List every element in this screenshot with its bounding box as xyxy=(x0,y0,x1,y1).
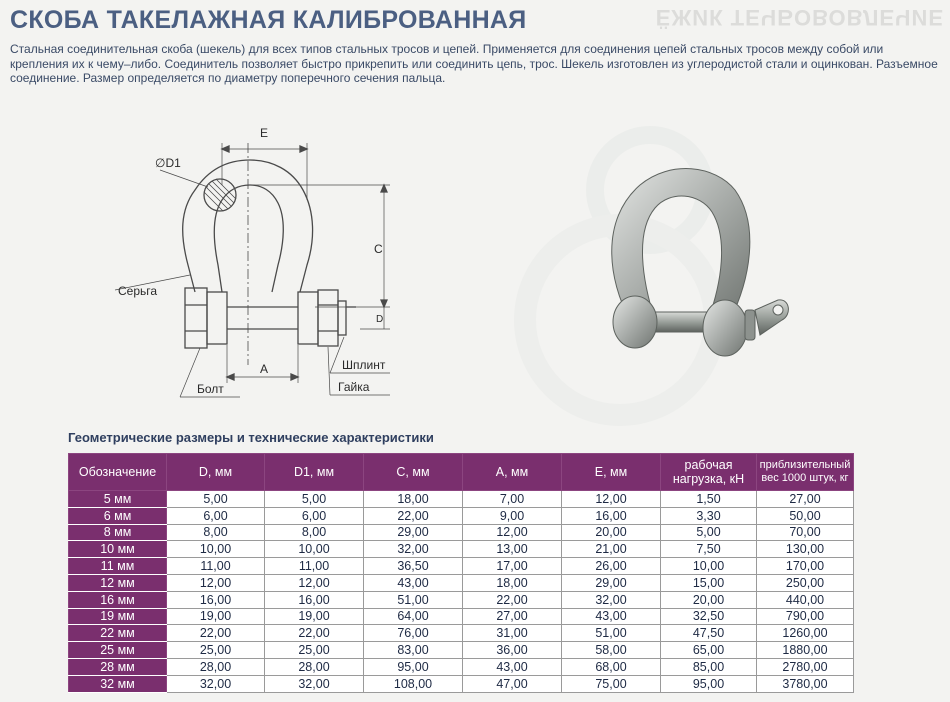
table-cell: 16,00 xyxy=(265,591,364,608)
table-row xyxy=(69,658,854,675)
table-cell: 29,00 xyxy=(364,524,463,541)
table-cell: 1,50 xyxy=(661,491,757,508)
table-cell: 2780,00 xyxy=(757,658,854,675)
designation-cell: 32 мм xyxy=(69,675,167,692)
table-cell: 130,00 xyxy=(757,541,854,558)
table-cell: 6,00 xyxy=(265,507,364,524)
table-cell: 1880,00 xyxy=(757,642,854,659)
table-cell: 26,00 xyxy=(562,558,661,575)
table-row xyxy=(69,491,854,508)
table-row xyxy=(69,642,854,659)
table-row xyxy=(69,541,854,558)
table-cell: 21,00 xyxy=(562,541,661,558)
table-cell: 27,00 xyxy=(757,491,854,508)
table-cell: 28,00 xyxy=(167,658,265,675)
table-header-row xyxy=(69,454,854,491)
table-cell: 36,50 xyxy=(364,558,463,575)
column-header: С, мм xyxy=(364,454,463,491)
designation-cell: 28 мм xyxy=(69,658,167,675)
column-header: D, мм xyxy=(167,454,265,491)
table-cell: 47,50 xyxy=(661,625,757,642)
label-ear: Серьга xyxy=(118,284,158,298)
table-cell: 10,00 xyxy=(661,558,757,575)
table-cell: 3,30 xyxy=(661,507,757,524)
table-cell: 75,00 xyxy=(562,675,661,692)
column-header: Обозначение xyxy=(69,454,167,491)
table-cell: 19,00 xyxy=(167,608,265,625)
table-cell: 1260,00 xyxy=(757,625,854,642)
table-cell: 250,00 xyxy=(757,574,854,591)
designation-cell: 8 мм xyxy=(69,524,167,541)
table-cell: 790,00 xyxy=(757,608,854,625)
table-cell: 20,00 xyxy=(562,524,661,541)
table-cell: 58,00 xyxy=(562,642,661,659)
designation-cell: 19 мм xyxy=(69,608,167,625)
table-body xyxy=(69,491,854,693)
table-cell: 22,00 xyxy=(265,625,364,642)
shackle-bow-inner xyxy=(214,185,283,292)
table-cell: 12,00 xyxy=(463,524,562,541)
table-cell: 18,00 xyxy=(463,574,562,591)
column-header: приблизительный вес 1000 штук, кг xyxy=(757,454,854,491)
table-row xyxy=(69,507,854,524)
table-cell: 85,00 xyxy=(661,658,757,675)
shackle-technical-drawing xyxy=(100,115,430,405)
table-cell: 5,00 xyxy=(265,491,364,508)
table-cell: 11,00 xyxy=(167,558,265,575)
table-cell: 64,00 xyxy=(364,608,463,625)
column-header: Е, мм xyxy=(562,454,661,491)
table-cell: 8,00 xyxy=(167,524,265,541)
table-cell: 65,00 xyxy=(661,642,757,659)
table-cell: 28,00 xyxy=(265,658,364,675)
table-cell: 95,00 xyxy=(364,658,463,675)
table-cell: 43,00 xyxy=(364,574,463,591)
designation-cell: 11 мм xyxy=(69,558,167,575)
table-cell: 11,00 xyxy=(265,558,364,575)
table-cell: 3780,00 xyxy=(757,675,854,692)
table-cell: 18,00 xyxy=(364,491,463,508)
column-header: А, мм xyxy=(463,454,562,491)
label-nut: Гайка xyxy=(338,380,370,394)
table-cell: 440,00 xyxy=(757,591,854,608)
table-cell: 32,00 xyxy=(167,675,265,692)
cotter-pin xyxy=(338,301,346,335)
specifications-table xyxy=(68,453,854,693)
column-header: D1, мм xyxy=(265,454,364,491)
table-cell: 170,00 xyxy=(757,558,854,575)
table-cell: 51,00 xyxy=(562,625,661,642)
table-cell: 8,00 xyxy=(265,524,364,541)
table-row xyxy=(69,524,854,541)
table-cell: 17,00 xyxy=(463,558,562,575)
table-cell: 32,00 xyxy=(265,675,364,692)
table-cell: 108,00 xyxy=(364,675,463,692)
table-cell: 10,00 xyxy=(167,541,265,558)
table-cell: 50,00 xyxy=(757,507,854,524)
table-cell: 5,00 xyxy=(661,524,757,541)
table-cell: 25,00 xyxy=(265,642,364,659)
table-row xyxy=(69,675,854,692)
table-cell: 5,00 xyxy=(167,491,265,508)
label-cotter-pin: Шплинт xyxy=(342,358,386,372)
label-c: C xyxy=(374,242,383,256)
table-cell: 12,00 xyxy=(562,491,661,508)
table-cell: 6,00 xyxy=(167,507,265,524)
label-a: A xyxy=(260,362,269,376)
table-cell: 9,00 xyxy=(463,507,562,524)
table-cell: 12,00 xyxy=(265,574,364,591)
nut xyxy=(318,290,338,346)
table-row xyxy=(69,608,854,625)
table-cell: 7,50 xyxy=(661,541,757,558)
label-bolt: Болт xyxy=(197,382,224,396)
table-cell: 10,00 xyxy=(265,541,364,558)
column-header: рабочая нагрузка, кН xyxy=(661,454,757,491)
bolt-head xyxy=(185,288,207,348)
table-cell: 12,00 xyxy=(167,574,265,591)
table-cell: 13,00 xyxy=(463,541,562,558)
table-row xyxy=(69,625,854,642)
designation-cell: 16 мм xyxy=(69,591,167,608)
table-cell: 22,00 xyxy=(364,507,463,524)
page-title: СКОБА ТАКЕЛАЖНАЯ КАЛИБРОВАННАЯ xyxy=(10,6,527,34)
table-cell: 32,00 xyxy=(562,591,661,608)
label-e: E xyxy=(260,126,269,140)
table-cell: 16,00 xyxy=(167,591,265,608)
table-cell: 47,00 xyxy=(463,675,562,692)
table-title: Геометрические размеры и технические характеристики xyxy=(68,430,434,445)
table-row xyxy=(69,591,854,608)
label-d: D xyxy=(376,314,384,325)
table-row xyxy=(69,558,854,575)
table-cell: 95,00 xyxy=(661,675,757,692)
label-d1: ∅D1 xyxy=(155,156,181,170)
designation-cell: 10 мм xyxy=(69,541,167,558)
table-cell: 32,50 xyxy=(661,608,757,625)
table-cell: 43,00 xyxy=(562,608,661,625)
table-cell: 22,00 xyxy=(463,591,562,608)
table-cell: 15,00 xyxy=(661,574,757,591)
table-cell: 19,00 xyxy=(265,608,364,625)
table-cell: 16,00 xyxy=(562,507,661,524)
table-cell: 68,00 xyxy=(562,658,661,675)
table-cell: 51,00 xyxy=(364,591,463,608)
designation-cell: 5 мм xyxy=(69,491,167,508)
table-cell: 83,00 xyxy=(364,642,463,659)
table-cell: 76,00 xyxy=(364,625,463,642)
table-cell: 36,00 xyxy=(463,642,562,659)
designation-cell: 22 мм xyxy=(69,625,167,642)
designation-cell: 6 мм xyxy=(69,507,167,524)
table-cell: 25,00 xyxy=(167,642,265,659)
product-description: Стальная соединительная скоба (шекель) для всех типов стальных тросов и цепей. Применяется для соединения цепей стальных тросов между собой или крепления их к чему–либо. Соединитель позволяет быстро прикрепить или соединить цепь, трос. Шекель изготовлен из углеродистой стали и оцинкован. Разъемное соединение. Размер определяется по диаметру поперечного сечения пальца. xyxy=(10,42,938,85)
table-cell: 22,00 xyxy=(167,625,265,642)
table-cell: 29,00 xyxy=(562,574,661,591)
table-cell: 43,00 xyxy=(463,658,562,675)
table-cell: 27,00 xyxy=(463,608,562,625)
table-cell: 20,00 xyxy=(661,591,757,608)
table-cell: 7,00 xyxy=(463,491,562,508)
table-row xyxy=(69,574,854,591)
shackle-photo xyxy=(600,160,800,370)
designation-cell: 12 мм xyxy=(69,574,167,591)
table-cell: 32,00 xyxy=(364,541,463,558)
designation-cell: 25 мм xyxy=(69,642,167,659)
table-cell: 70,00 xyxy=(757,524,854,541)
table-cell: 31,00 xyxy=(463,625,562,642)
mirrored-ghost-text: ЁЖИК ТЕЧБОВОВЛЕЧИЕ xyxy=(655,5,944,30)
